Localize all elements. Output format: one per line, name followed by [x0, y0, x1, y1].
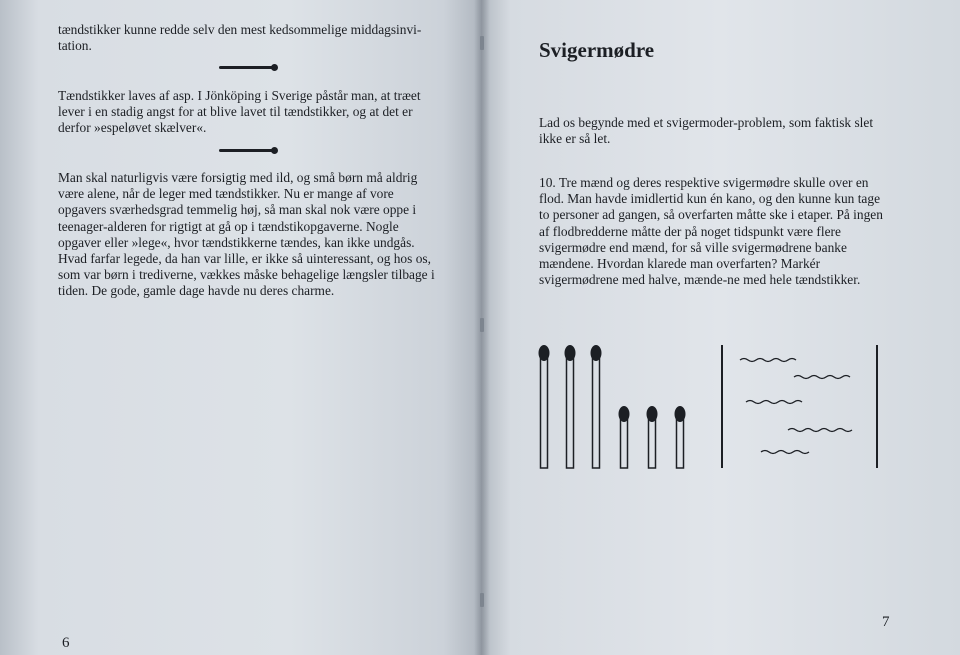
paragraph-2: Tændstikker laves af asp. I Jönköping i Sverige påstår man, at træet lever i en stadig angst for at blive lavet til tændstikker, og at det er derfor »espeløvet skælver«. — [58, 88, 421, 136]
intro-paragraph: Lad os begynde med et svigermoder-problem, som faktisk slet ikke er så let. — [539, 115, 874, 147]
river-crossing-figure — [532, 340, 892, 475]
wave — [788, 429, 852, 432]
binding-staple — [480, 593, 484, 607]
wave — [761, 451, 809, 454]
binding-staple — [480, 318, 484, 332]
full-match-icon — [539, 345, 550, 468]
paragraph-1: tændstikker kunne redde selv den mest kedsommelige middagsinvi-tation. — [58, 22, 422, 54]
wave — [746, 401, 802, 404]
chapter-title: Svigermødre — [539, 38, 655, 62]
page-number-right: 7 — [882, 614, 890, 630]
half-match-icon — [647, 406, 658, 468]
full-match-icon — [591, 345, 602, 468]
match-divider-icon — [219, 149, 275, 152]
problem-paragraph: 10. Tre mænd og deres respektive svigermødre skulle over en flod. Man havde imidlertid kun én kano, og den kunne kun tage to personer ad gangen, så overfarten måtte ske i etaper. På ingen af flodbredderne måtte der på noget tidspunkt være flere svigermødre end mænd, for så ville svigermødrene banke mændene. Hvordan klarede man overfarten? Markér svigermødrene med halve, mænde-ne med hele tændstikker. — [539, 175, 883, 288]
half-match-icon — [675, 406, 686, 468]
river-waves — [740, 359, 852, 454]
wave — [740, 359, 796, 362]
page-number-left: 6 — [62, 635, 70, 651]
match-divider-icon — [219, 66, 275, 69]
paragraph-3: Man skal naturligvis være forsigtig med ild, og små børn må aldrig være alene, når de leger med tændstikker. Nu er mange af vore opgavers sværhedsgrad temmelig høj, så man skal nok være oppe i teenager-alderen for rigtigt at gå op i tændstikopgaverne. Nogle opgaver eller »lege«, hvor tændstikkerne tændes, kan ikke undgås. Hvad farfar legede, da han var lille, er ikke så uinteressant, og hos os, som var børn i trediverne, vækkes måske behagelige længsler tilbage i tiden. De gode, gamle dage havde nu deres charme. — [58, 170, 435, 299]
right-page — [482, 0, 960, 655]
full-match-icon — [565, 345, 576, 468]
half-match-icon — [619, 406, 630, 468]
wave — [794, 376, 850, 379]
matches-group — [539, 345, 686, 468]
binding-staple — [480, 36, 484, 50]
